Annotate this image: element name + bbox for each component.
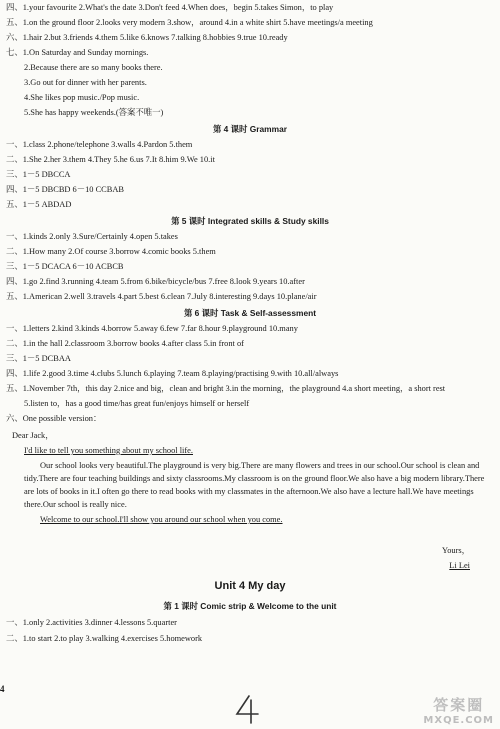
answer-line: 一、1.only 2.activities 3.dinner 4.lessons 5.quarter: [6, 618, 177, 627]
answer-line: 4.She likes pop music./Pop music.: [24, 93, 140, 102]
answer-line: 六、1.hair 2.but 3.friends 4.them 5.like 6.knows 7.talking 8.hobbies 9.true 10.ready: [6, 33, 288, 42]
answer-line: 二、1.in the hall 2.classroom 3.borrow books 4.after class 5.in front of: [6, 339, 244, 348]
answer-line: 六、One possible version：: [6, 414, 102, 423]
answer-line: 二、1.How many 2.Of course 3.borrow 4.comic books 5.them: [6, 247, 216, 256]
answer-line: 3.Go out for dinner with her parents.: [24, 78, 147, 87]
answer-line: 二、1.She 2.her 3.them 4.They 5.he 6.us 7.It 8.him 9.We 10.it: [6, 155, 215, 164]
watermark-line1: 答案圈: [433, 696, 485, 714]
answer-line: 一、1.class 2.phone/telephone 3.walls 4.Pardon 5.them: [6, 140, 193, 149]
letter-greeting: Dear Jack，: [12, 431, 54, 440]
page-number: 4: [0, 684, 5, 694]
letter-closing: [40, 514, 492, 525]
answer-line: 三、1－5 DCACA 6－10 ACBCB: [6, 262, 124, 271]
answer-line: 三、1－5 DCBAA: [6, 354, 71, 363]
watermark: [423, 694, 494, 726]
answer-line: 四、1.life 2.good 3.time 4.clubs 5.lunch 6.playing 7.team 8.playing/practising 9.with 10.all/always: [6, 369, 339, 378]
letter-body: Our school looks very beautiful.The playground is very big.There are many flowers and trees in our school.Our school is clean and tidy.There are four teaching buildings and sixty classrooms.My classroom is on the ground floor.We also have a big modern library.There are lots of books in it.I often go there to read books with my classmates in the afternoon.We also have a lecture hall.We have meetings there.Our school is really nice.: [24, 461, 485, 509]
answer-line: 一、1.letters 2.kind 3.kinds 4.borrow 5.away 6.few 7.far 8.hour 9.playground 10.many: [6, 324, 298, 333]
lesson-heading: 第 4 课时 Grammar: [212, 124, 287, 134]
answer-line: 二、1.to start 2.to play 3.walking 4.exercises 5.homework: [6, 634, 203, 643]
letter-intro-text: I'd like to tell you something about my school life.: [24, 446, 193, 455]
letter-name: Li Lei: [449, 561, 470, 570]
answer-line: 5.listen to，has a good time/has great fun/enjoys himself or herself: [24, 399, 250, 408]
letter-intro: [24, 445, 492, 456]
answer-line: 五、1.American 2.well 3.travels 4.part 5.best 6.clean 7.July 8.interesting 9.days 10.plane/air: [6, 292, 317, 301]
answer-line: 四、1.your favourite 2.What's the date 3.Don't feed 4.When does，begin 5.takes Simon，to play: [6, 3, 334, 12]
lesson-heading: 第 5 课时 Integrated skills & Study skills: [171, 216, 329, 226]
answer-line: 四、1.go 2.find 3.running 4.team 5.from 6.bike/bicycle/bus 7.free 8.look 9.years 10.after: [6, 277, 305, 286]
answer-line: 五、1.November 7th，this day 2.nice and big，clean and bright 3.in the morning，the playground 4.a short meeting，a short rest: [6, 384, 446, 393]
letter-signature: [449, 560, 470, 572]
answer-line: 五、1.on the ground floor 2.looks very modern 3.show，around 4.in a white shirt 5.have meetings/a meeting: [6, 18, 373, 27]
letter-signoff: Yours，: [441, 546, 470, 555]
answer-line: 四、1－5 DBCBD 6－10 CCBAB: [6, 185, 124, 194]
answer-line: 2.Because there are so many books there.: [24, 63, 163, 72]
answer-line: 5.She has happy weekends.(答案不唯一): [24, 108, 164, 117]
lesson-heading: 第 6 课时 Task & Self-assessment: [183, 308, 317, 318]
answer-line: 七、1.On Saturday and Sunday mornings.: [6, 48, 149, 57]
unit-title: Unit 4 My day: [214, 580, 286, 592]
answer-line: 五、1－5 ABDAD: [6, 200, 72, 209]
answer-line: 三、1－5 DBCCA: [6, 170, 71, 179]
letter-closing-text: Welcome to our school.I'll show you around our school when you come.: [40, 515, 283, 524]
answer-line: 一、1.kinds 2.only 3.Sure/Certainly 4.open 5.takes: [6, 232, 178, 241]
handwritten-four: [232, 694, 262, 724]
lesson-heading: 第 1 课时 Comic strip & Welcome to the unit: [163, 601, 337, 611]
watermark-line2: MXQE.COM: [423, 715, 494, 726]
